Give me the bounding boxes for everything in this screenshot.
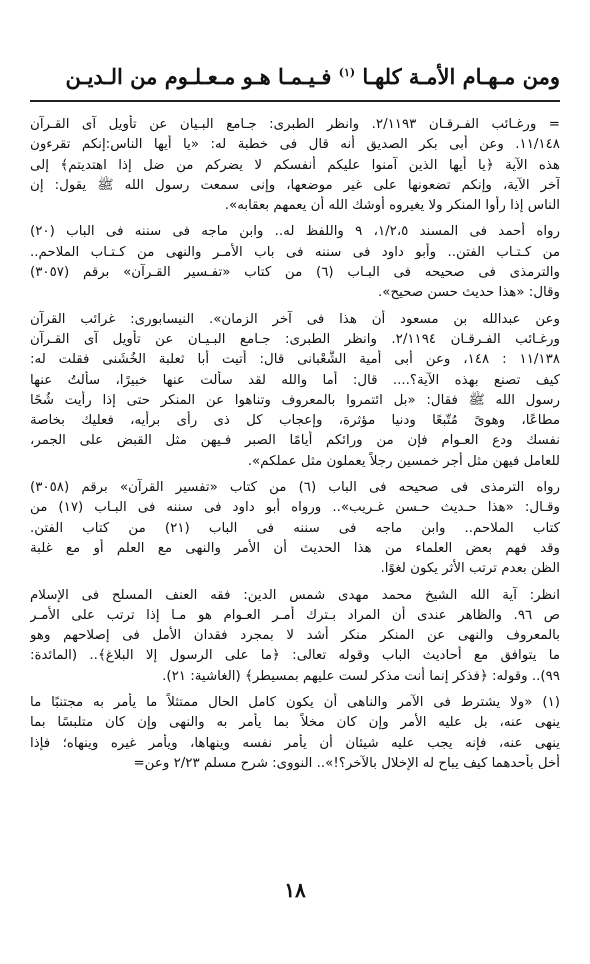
text-line: ما يتوافق مع أحاديث الباب وقوله تعالى: ﴿ما على الرسول إلا البلاغ﴾.. (المائدة: (30, 648, 560, 664)
running-header (30, 58, 560, 92)
text-line: وقال: «هذا حديث حسن صحيح». (378, 285, 560, 301)
text-line: الظن بعدم ترتب الأثر يكون لغوًا. (380, 561, 560, 577)
text-line: والترمذى فى صحيحه فى البـاب (٦) من كتاب «تفـسير القـرآن» برقم (٣٠٥٧) (30, 265, 560, 281)
text-line: رسول الله ﷺ فقال: «بل ائتمروا بالمعروف وتناهوا عن المنكر حتى إذا رأيت شُحًا (30, 392, 560, 408)
header-divider (30, 100, 560, 102)
paragraph (30, 310, 560, 472)
text-line: ١١/١٣٨ : ١٤٨، وعن أبى أمية الشَّعْبانى قال: أتيت أبا ثعلبة الخُشَنى فقلت له: (30, 352, 560, 368)
text-line: من كـتـاب الفتن.. وأبو داود فى سننه فى باب الأمـر والنهى من كـتـاب الملاحم.. (30, 244, 560, 260)
text-line: كتاب الملاحم.. وابن ماجه فى سننه فى الباب (٢١) من كتاب الفتن. (30, 520, 560, 536)
footnote-marker: (١) (338, 66, 356, 79)
header-subtitle: فـيـمـا هـو مـعـلـوم من الـديـن (65, 64, 332, 89)
page-number: ١٨ (284, 878, 306, 902)
paragraph (30, 478, 560, 579)
header-title: ومن مـهـام الأمـة كلهـا (362, 64, 560, 89)
paragraph (30, 586, 560, 687)
text-line: ٩٩).. وقوله: ﴿فذكر إنما أنت مذكر لست عليهم بمسيطر﴾ (الغاشية: ٢١). (162, 668, 560, 684)
text-line: مطاعًا، وهوىً مُتّبعًا ودنيا مؤثرة، وإعجاب كل ذى رأى برأيه، فعليك بخاصة (30, 413, 560, 429)
paragraph (30, 222, 560, 303)
text-line: أخل بأحدهما كيف يباح له الإخلال بالآخر؟!».. النووى: شرح مسلم ٢/٢٣ وعن= (133, 755, 560, 771)
text-line: ينهى عنه، فإنه يجب عليه شيئان أن يأمر نفسه وينهاها، ويأمر غيره وينهاه؛ فإذا (30, 735, 560, 751)
text-line: بالمعروف والنهى عن المنكر منكر أشد لا بمجرد فقدان الأمل فى إصلاحهم وهو (30, 628, 560, 644)
text-line: للعامل فيهن مثل أجر خمسين رجلاً يعملون مثل عملكم». (247, 453, 560, 469)
text-line: (١) «ولا يشترط فى الآمر والناهى أن يكون كامل الحال ممتثلاً ما يأمر به مجتنبًا ما (30, 695, 560, 711)
text-line: هذه الآية ﴿يا أيها الذين آمنوا عليكم أنفسكم لا يضركم من ضل إذا اهتديتم﴾ إلى (30, 157, 560, 173)
paragraph (30, 115, 560, 216)
text-line: رواه الترمذى فى صحيحه فى الباب (٦) من كتاب «تفسير القرآن» برقم (٣٠٥٨) (30, 480, 560, 496)
paragraph (30, 693, 560, 774)
text-line: = ورغـائب الفـرقـان ٢/١١٩٣. وانظر الطبرى: جـامع البـيان عن تأويل آى القـرآن (30, 117, 560, 132)
footnote-body (30, 115, 560, 774)
text-line: الناس إذا رأوا المنكر ولا يغيروه أوشك الله أن يعمهم بعقابه». (224, 198, 560, 214)
text-line: وقد فهم بعض العلماء من هذا الحديث أن الأمر والنهى مع العلم أو مع غلبة (30, 540, 560, 556)
text-line: كيف تصنع بهذه الآية؟.... قال: أما والله لقد سألت عنها خبيرًا، سألتُ عنها (30, 372, 560, 388)
text-line: ص ٩٦. والظاهر عندى أن المراد بـترك أمـر العـوام هو مـا إذا ترتب على الأمـر (30, 607, 560, 623)
text-line: وقـال: «هذا حـديث حـسن غـريب».. ورواه أبو داود فى سننه فى البـاب (١٧) من (30, 500, 560, 516)
text-line: رواه أحمد فى المسند ١/٢،٥، ٩ واللفظ له.. وابن ماجه فى سننه فى الباب (٢٠) (30, 224, 560, 240)
text-line: ينهى عنه، بل عليه الأمر وإن كان مخلاً بما يأمر به والنهى وإن كان متلبسًا بما (30, 715, 560, 731)
text-line: نفسك ودع العـوام فإن من ورائكم أيامًا الصبر فـيهن مثل القبض على الجمر، (30, 433, 560, 449)
text-line: آخر الآية، وإنكم تضعونها على غير موضعها، وإنى سمعت رسول الله ﷺ يقول: إن (30, 177, 560, 193)
text-line: ورغـائب الفـرقـان ٢/١١٩٤. وانظر الطبرى: جـامع البـيـان عن تأويل آى القـرآن (30, 331, 560, 347)
text-line: ١١/١٤٨. وعن أبى بكر الصديق أنه قال فى خطبة له: «يا أيها الناس:إنكم تقرءون (30, 137, 560, 153)
text-line: انظر: آية الله الشيخ محمد مهدى شمس الدين: فقه العنف المسلح فى الإسلام (30, 587, 560, 603)
text-line: وعن عبدالله بن مسعود أن هذا فى آخر الزمان». النيسابورى: غرائب القرآن (30, 311, 560, 327)
